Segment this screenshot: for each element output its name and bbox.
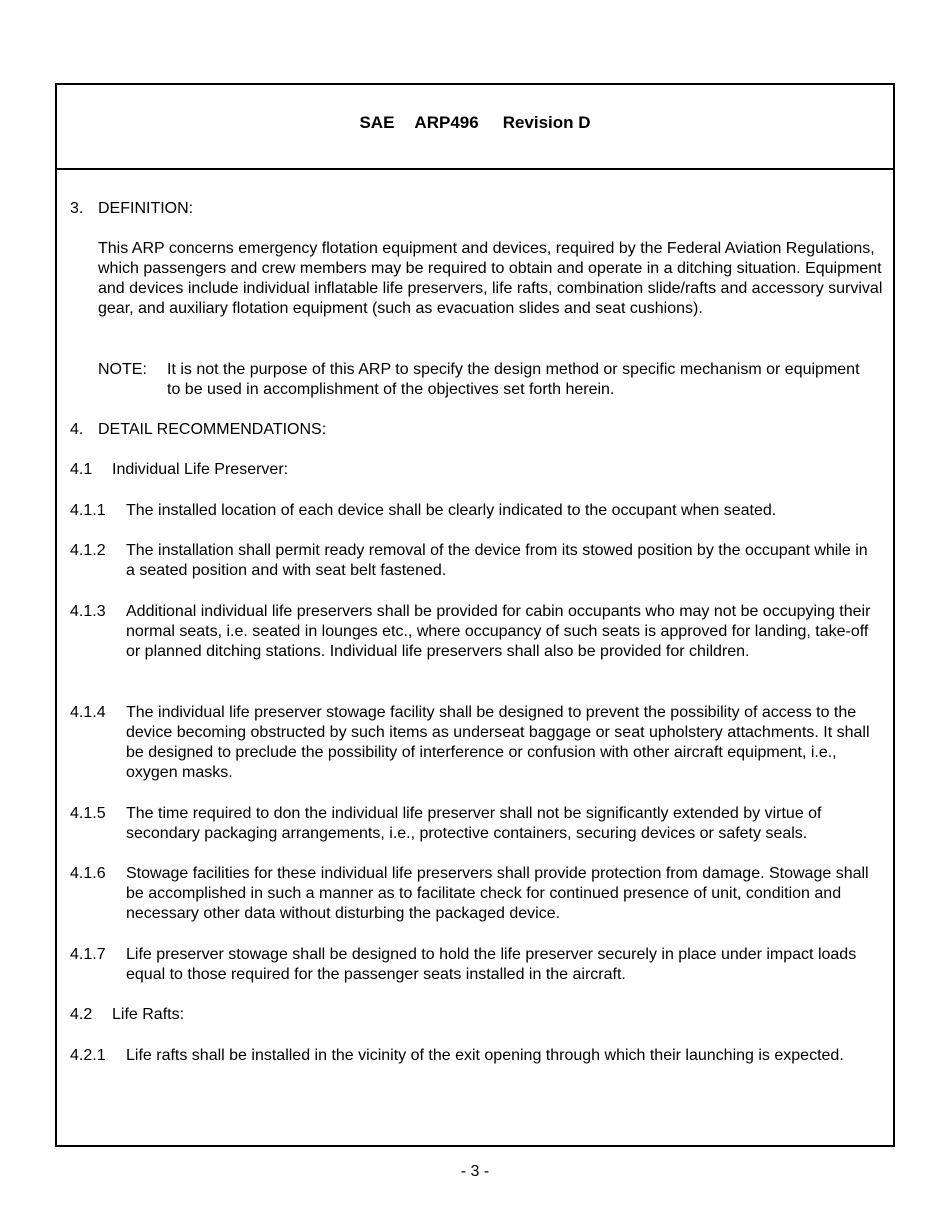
section-title: DETAIL RECOMMENDATIONS: bbox=[98, 421, 327, 438]
section-number: 4.1 bbox=[70, 461, 93, 478]
note-label: NOTE: bbox=[98, 361, 147, 378]
section-number: 4.1.4 bbox=[70, 704, 106, 721]
section-number: 4.1.5 bbox=[70, 805, 106, 822]
paragraph: Stowage facilities for these individual life preservers shall provide protection from damage. Stowage shall be accomplished in such a manner as to facilitate check for continued presence of unit, condition and necessary other data without disturbing the packaged device. bbox=[126, 865, 869, 922]
header-doc-number: ARP496 bbox=[414, 113, 479, 132]
paragraph: Additional individual life preservers shall be provided for cabin occupants who may not be occupying their normal seats, i.e. seated in lounges etc., where occupancy of such seats is approved for landing, take-off or planned ditching stations. Individual life preservers shall also be provided for children. bbox=[126, 603, 871, 660]
paragraph: The time required to don the individual life preserver shall not be significantly extended by virtue of secondary packaging arrangements, i.e., protective containers, securing devices or safety seals. bbox=[126, 805, 822, 842]
paragraph: Life preserver stowage shall be designed to hold the life preserver securely in place under impact loads equal to those required for the passenger seats installed in the aircraft. bbox=[126, 946, 857, 983]
section-number: 4.2 bbox=[70, 1006, 93, 1023]
section-title: Life Rafts: bbox=[112, 1006, 185, 1023]
section-number: 4.1.3 bbox=[70, 603, 106, 620]
section-number: 4. bbox=[70, 421, 84, 438]
section-number: 4.1.1 bbox=[70, 502, 106, 519]
section-number: 4.1.2 bbox=[70, 542, 106, 559]
section-title: DEFINITION: bbox=[98, 200, 194, 217]
section-number: 4.1.7 bbox=[70, 946, 106, 963]
section-number: 4.1.6 bbox=[70, 865, 106, 882]
section-number: 4.2.1 bbox=[70, 1047, 106, 1064]
note-text: It is not the purpose of this ARP to specify the design method or specific mechanism or equipment to be used in accomplishment of the objectives set forth herein. bbox=[167, 361, 860, 398]
section-title: Individual Life Preserver: bbox=[112, 461, 289, 478]
header-revision: Revision D bbox=[502, 113, 591, 132]
header-title bbox=[57, 113, 893, 133]
header-org: SAE bbox=[359, 113, 395, 132]
paragraph: Life rafts shall be installed in the vicinity of the exit opening through which their launching is expected. bbox=[126, 1047, 844, 1064]
page-number: - 3 - bbox=[460, 1163, 490, 1180]
page-frame bbox=[55, 83, 895, 1147]
paragraph: The installation shall permit ready removal of the device from its stowed position by the occupant while in a seated position and with seat belt fastened. bbox=[126, 542, 868, 579]
paragraph: The installed location of each device shall be clearly indicated to the occupant when seated. bbox=[126, 502, 777, 519]
document-header bbox=[57, 85, 893, 170]
paragraph: This ARP concerns emergency flotation equipment and devices, required by the Federal Aviation Regulations, which passengers and crew members may be required to obtain and operate in a ditching situation. Equipment and devices include individual inflatable life preservers, life rafts, combination slide/rafts and accessory survival gear, and auxiliary flotation equipment (such as evacuation slides and seat cushions). bbox=[98, 240, 883, 317]
section-number: 3. bbox=[70, 200, 84, 217]
paragraph: The individual life preserver stowage facility shall be designed to prevent the possibility of access to the device becoming obstructed by such items as underseat baggage or seat upholstery attachments. It shall be designed to preclude the possibility of interference or confusion with other aircraft equipment, i.e., oxygen masks. bbox=[126, 704, 870, 781]
